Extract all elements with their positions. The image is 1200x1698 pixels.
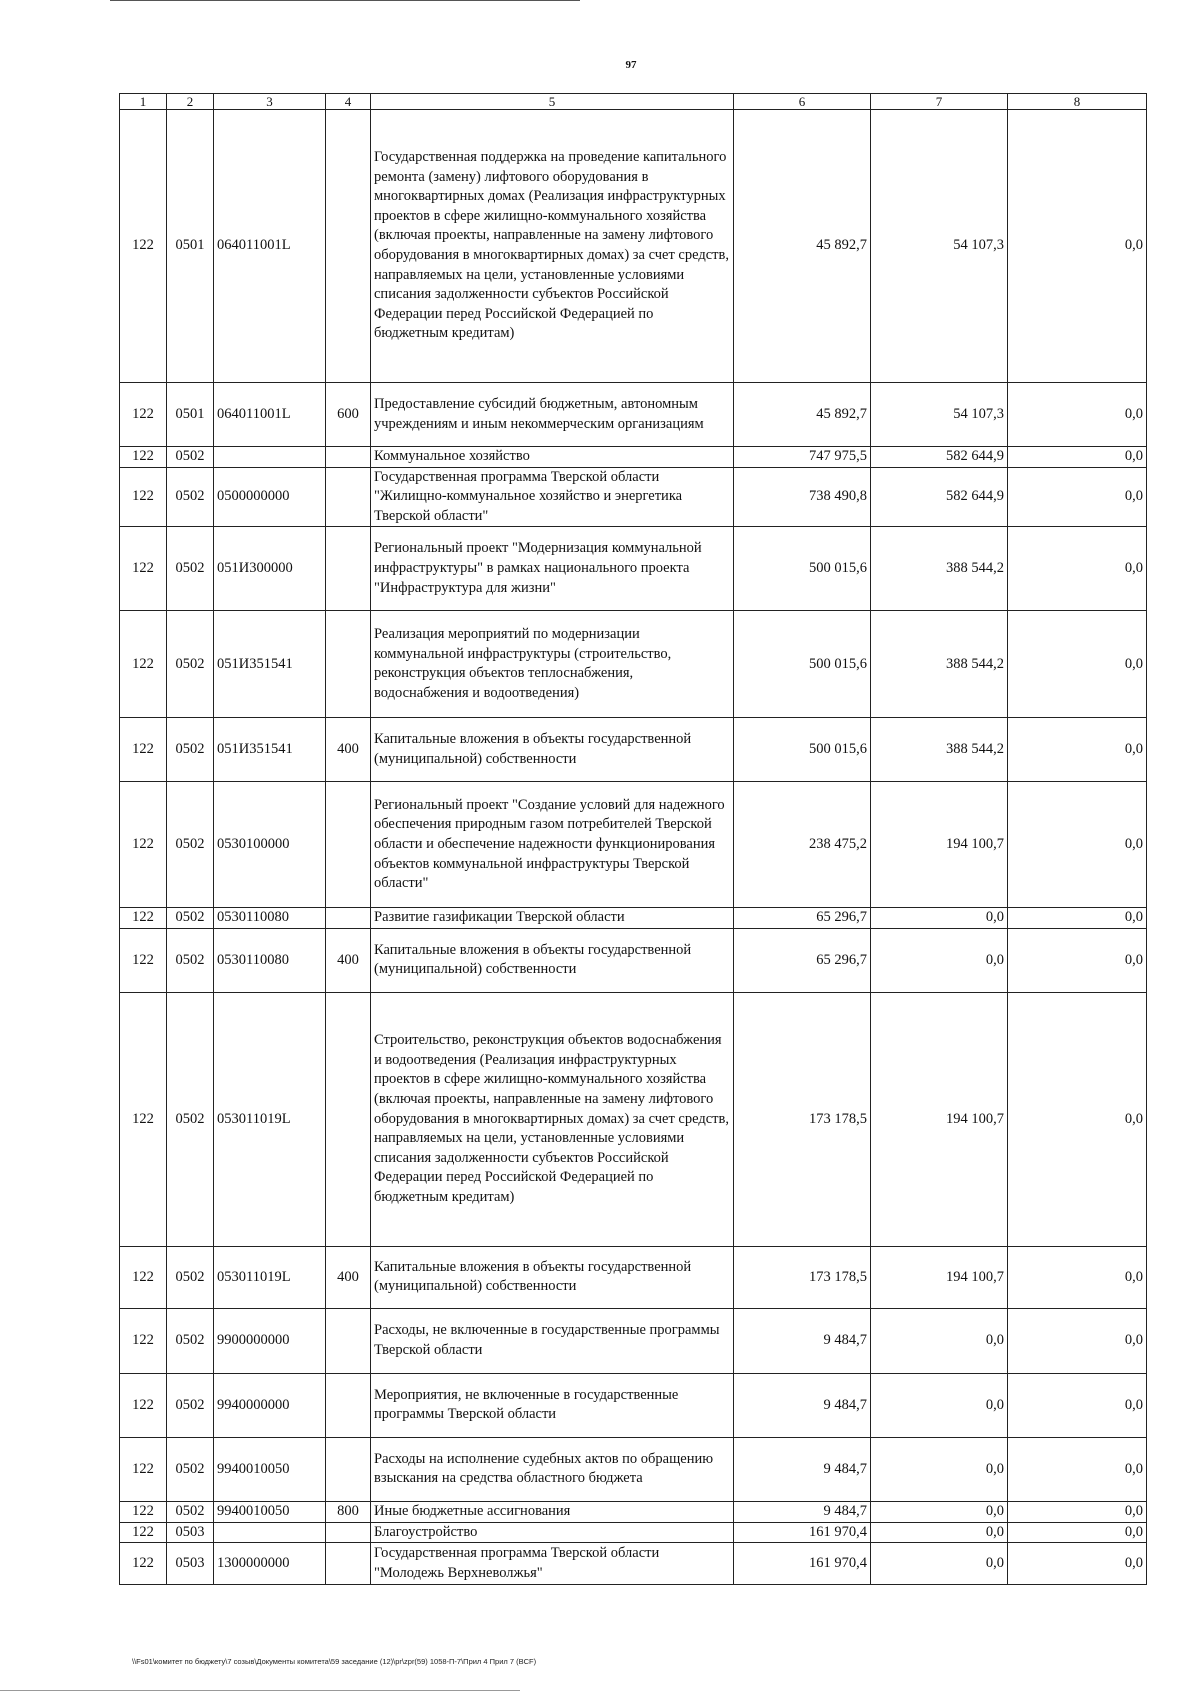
cell-description: Государственная программа Тверской области "Жилищно-коммунальное хозяйство и энергетика Тверской области"	[371, 467, 734, 527]
cell-expense-type: 400	[326, 928, 371, 992]
cell-expense-type	[326, 1437, 371, 1501]
cell-description: Коммунальное хозяйство	[371, 447, 734, 468]
cell-expense-type	[326, 908, 371, 929]
cell-amount-col8: 0,0	[1008, 110, 1147, 383]
cell-target-article: 053011019L	[214, 992, 326, 1246]
cell-amount-col8: 0,0	[1008, 1501, 1147, 1522]
table-row	[120, 908, 1147, 929]
cell-admin-code: 122	[120, 467, 167, 527]
table-row	[120, 1308, 1147, 1373]
cell-target-article: 0530100000	[214, 782, 326, 908]
table-row	[120, 928, 1147, 992]
cell-target-article: 064011001L	[214, 383, 326, 447]
cell-admin-code: 122	[120, 1543, 167, 1585]
column-header: 7	[871, 94, 1008, 110]
table-row	[120, 1437, 1147, 1501]
cell-expense-type	[326, 782, 371, 908]
cell-admin-code: 122	[120, 1522, 167, 1543]
cell-amount-col7: 0,0	[871, 928, 1008, 992]
cell-admin-code: 122	[120, 1373, 167, 1437]
cell-amount-col7: 0,0	[871, 908, 1008, 929]
cell-amount-col6: 9 484,7	[734, 1308, 871, 1373]
cell-admin-code: 122	[120, 718, 167, 782]
cell-admin-code: 122	[120, 1246, 167, 1308]
column-header: 2	[167, 94, 214, 110]
cell-target-article: 9940010050	[214, 1437, 326, 1501]
cell-amount-col6: 45 892,7	[734, 383, 871, 447]
cell-amount-col6: 9 484,7	[734, 1501, 871, 1522]
table-row	[120, 1501, 1147, 1522]
cell-target-article: 0530110080	[214, 908, 326, 929]
cell-expense-type	[326, 1522, 371, 1543]
cell-expense-type: 800	[326, 1501, 371, 1522]
cell-amount-col8: 0,0	[1008, 383, 1147, 447]
cell-section-code: 0502	[167, 782, 214, 908]
cell-description: Региональный проект "Создание условий для надежного обеспечения природным газом потребителей Тверской области и обеспечение надежности функционирования объектов коммунальной инфраструктуры Тверской области"	[371, 782, 734, 908]
table-body	[120, 110, 1147, 1585]
cell-admin-code: 122	[120, 527, 167, 611]
cell-expense-type: 400	[326, 1246, 371, 1308]
cell-amount-col7: 582 644,9	[871, 467, 1008, 527]
cell-admin-code: 122	[120, 1501, 167, 1522]
cell-amount-col6: 173 178,5	[734, 1246, 871, 1308]
cell-section-code: 0503	[167, 1522, 214, 1543]
cell-amount-col6: 500 015,6	[734, 718, 871, 782]
cell-admin-code: 122	[120, 908, 167, 929]
top-rule	[110, 0, 580, 1]
cell-section-code: 0502	[167, 718, 214, 782]
cell-amount-col8: 0,0	[1008, 782, 1147, 908]
cell-amount-col8: 0,0	[1008, 1246, 1147, 1308]
table-row	[120, 718, 1147, 782]
cell-target-article	[214, 447, 326, 468]
footer-file-path: \\Fs01\комитет по бюджету\7 созыв\Документы комитета\59 заседание (12)\pr\zpr(59) 1058-П-7\Прил 4 Прил 7 (BCF)	[132, 1657, 537, 1666]
column-header: 1	[120, 94, 167, 110]
cell-target-article: 9940010050	[214, 1501, 326, 1522]
cell-description: Расходы, не включенные в государственные программы Тверской области	[371, 1308, 734, 1373]
cell-description: Капитальные вложения в объекты государственной (муниципальной) собственности	[371, 1246, 734, 1308]
column-header: 4	[326, 94, 371, 110]
cell-amount-col6: 9 484,7	[734, 1437, 871, 1501]
table-row	[120, 1373, 1147, 1437]
cell-amount-col7: 54 107,3	[871, 110, 1008, 383]
cell-amount-col6: 747 975,5	[734, 447, 871, 468]
cell-amount-col6: 161 970,4	[734, 1543, 871, 1585]
cell-expense-type	[326, 992, 371, 1246]
cell-admin-code: 122	[120, 383, 167, 447]
cell-section-code: 0502	[167, 1501, 214, 1522]
cell-description: Капитальные вложения в объекты государственной (муниципальной) собственности	[371, 718, 734, 782]
table-row	[120, 782, 1147, 908]
cell-amount-col6: 500 015,6	[734, 527, 871, 611]
cell-target-article	[214, 1522, 326, 1543]
cell-amount-col6: 173 178,5	[734, 992, 871, 1246]
column-header: 6	[734, 94, 871, 110]
cell-section-code: 0502	[167, 1373, 214, 1437]
cell-expense-type	[326, 447, 371, 468]
cell-target-article: 0500000000	[214, 467, 326, 527]
cell-section-code: 0502	[167, 467, 214, 527]
cell-amount-col6: 65 296,7	[734, 928, 871, 992]
table-row	[120, 383, 1147, 447]
cell-admin-code: 122	[120, 928, 167, 992]
cell-amount-col8: 0,0	[1008, 447, 1147, 468]
cell-amount-col7: 0,0	[871, 1437, 1008, 1501]
cell-expense-type: 600	[326, 383, 371, 447]
cell-amount-col6: 65 296,7	[734, 908, 871, 929]
cell-target-article: 051И351541	[214, 611, 326, 718]
column-header: 3	[214, 94, 326, 110]
table-row	[120, 527, 1147, 611]
bottom-rule	[0, 1690, 520, 1691]
table-row	[120, 992, 1147, 1246]
cell-section-code: 0501	[167, 383, 214, 447]
cell-description: Иные бюджетные ассигнования	[371, 1501, 734, 1522]
cell-description: Благоустройство	[371, 1522, 734, 1543]
cell-section-code: 0502	[167, 447, 214, 468]
cell-amount-col7: 0,0	[871, 1373, 1008, 1437]
cell-amount-col8: 0,0	[1008, 908, 1147, 929]
cell-amount-col8: 0,0	[1008, 1308, 1147, 1373]
cell-section-code: 0502	[167, 1308, 214, 1373]
cell-target-article: 051И351541	[214, 718, 326, 782]
budget-table	[119, 93, 1147, 1585]
cell-section-code: 0502	[167, 527, 214, 611]
cell-description: Государственная поддержка на проведение капитального ремонта (замену) лифтового оборудования в многоквартирных домах (Реализация инфраструктурных проектов в сфере жилищно-коммунального хозяйства (включая проекты, направленные на замену лифтового оборудования в многоквартирных домах) за счет средств, направляемых на цели, установленные условиями списания задолженности субъектов Российской Федерации перед Российской Федерацией по бюджетным кредитам)	[371, 110, 734, 383]
cell-target-article: 0530110080	[214, 928, 326, 992]
cell-amount-col8: 0,0	[1008, 1522, 1147, 1543]
cell-amount-col7: 0,0	[871, 1543, 1008, 1585]
cell-admin-code: 122	[120, 447, 167, 468]
cell-amount-col6: 738 490,8	[734, 467, 871, 527]
column-header: 5	[371, 94, 734, 110]
cell-section-code: 0502	[167, 992, 214, 1246]
cell-target-article: 064011001L	[214, 110, 326, 383]
cell-target-article: 1300000000	[214, 1543, 326, 1585]
cell-amount-col7: 0,0	[871, 1501, 1008, 1522]
cell-description: Мероприятия, не включенные в государственные программы Тверской области	[371, 1373, 734, 1437]
table-row	[120, 1522, 1147, 1543]
cell-target-article: 051И300000	[214, 527, 326, 611]
cell-section-code: 0503	[167, 1543, 214, 1585]
cell-amount-col8: 0,0	[1008, 928, 1147, 992]
cell-admin-code: 122	[120, 992, 167, 1246]
cell-amount-col6: 45 892,7	[734, 110, 871, 383]
cell-expense-type: 400	[326, 718, 371, 782]
cell-amount-col7: 54 107,3	[871, 383, 1008, 447]
cell-target-article: 9940000000	[214, 1373, 326, 1437]
cell-admin-code: 122	[120, 1437, 167, 1501]
cell-description: Государственная программа Тверской области "Молодежь Верхневолжья"	[371, 1543, 734, 1585]
cell-amount-col6: 238 475,2	[734, 782, 871, 908]
cell-description: Капитальные вложения в объекты государственной (муниципальной) собственности	[371, 928, 734, 992]
cell-description: Развитие газификации Тверской области	[371, 908, 734, 929]
cell-target-article: 9900000000	[214, 1308, 326, 1373]
cell-amount-col8: 0,0	[1008, 1373, 1147, 1437]
cell-amount-col8: 0,0	[1008, 1437, 1147, 1501]
cell-amount-col7: 194 100,7	[871, 992, 1008, 1246]
cell-amount-col8: 0,0	[1008, 718, 1147, 782]
cell-amount-col7: 194 100,7	[871, 1246, 1008, 1308]
cell-description: Строительство, реконструкция объектов водоснабжения и водоотведения (Реализация инфраструктурных проектов в сфере жилищно-коммунального хозяйства (включая проекты, направленные на замену лифтового оборудования в многоквартирных домах) за счет средств, направляемых на цели, установленные условиями списания задолженности субъектов Российской Федерации перед Российской Федерацией по бюджетным кредитам)	[371, 992, 734, 1246]
cell-expense-type	[326, 527, 371, 611]
header-row	[120, 94, 1147, 110]
cell-expense-type	[326, 1373, 371, 1437]
cell-section-code: 0502	[167, 928, 214, 992]
cell-amount-col7: 388 544,2	[871, 718, 1008, 782]
cell-amount-col6: 500 015,6	[734, 611, 871, 718]
cell-amount-col7: 194 100,7	[871, 782, 1008, 908]
cell-section-code: 0502	[167, 908, 214, 929]
cell-amount-col8: 0,0	[1008, 1543, 1147, 1585]
cell-amount-col8: 0,0	[1008, 467, 1147, 527]
cell-amount-col6: 161 970,4	[734, 1522, 871, 1543]
cell-target-article: 053011019L	[214, 1246, 326, 1308]
table-row	[120, 611, 1147, 718]
cell-section-code: 0501	[167, 110, 214, 383]
cell-expense-type	[326, 1308, 371, 1373]
cell-expense-type	[326, 611, 371, 718]
cell-amount-col7: 388 544,2	[871, 611, 1008, 718]
cell-section-code: 0502	[167, 1437, 214, 1501]
cell-admin-code: 122	[120, 1308, 167, 1373]
cell-amount-col8: 0,0	[1008, 527, 1147, 611]
cell-description: Региональный проект "Модернизация коммунальной инфраструктуры" в рамках национального проекта "Инфраструктура для жизни"	[371, 527, 734, 611]
cell-expense-type	[326, 467, 371, 527]
cell-admin-code: 122	[120, 782, 167, 908]
column-header: 8	[1008, 94, 1147, 110]
cell-expense-type	[326, 110, 371, 383]
cell-amount-col7: 582 644,9	[871, 447, 1008, 468]
cell-section-code: 0502	[167, 611, 214, 718]
cell-admin-code: 122	[120, 110, 167, 383]
cell-section-code: 0502	[167, 1246, 214, 1308]
table-row	[120, 467, 1147, 527]
cell-amount-col7: 0,0	[871, 1522, 1008, 1543]
cell-amount-col7: 388 544,2	[871, 527, 1008, 611]
cell-amount-col8: 0,0	[1008, 992, 1147, 1246]
page-number: 97	[625, 59, 637, 71]
cell-description: Реализация мероприятий по модернизации коммунальной инфраструктуры (строительство, реконструкция объектов теплоснабжения, водоснабжения и водоотведения)	[371, 611, 734, 718]
table-row	[120, 1246, 1147, 1308]
cell-description: Предоставление субсидий бюджетным, автономным учреждениям и иным некоммерческим организациям	[371, 383, 734, 447]
table-row	[120, 1543, 1147, 1585]
cell-description: Расходы на исполнение судебных актов по обращению взыскания на средства областного бюджета	[371, 1437, 734, 1501]
cell-amount-col8: 0,0	[1008, 611, 1147, 718]
table-row	[120, 110, 1147, 383]
table-row	[120, 447, 1147, 468]
cell-admin-code: 122	[120, 611, 167, 718]
cell-amount-col7: 0,0	[871, 1308, 1008, 1373]
cell-expense-type	[326, 1543, 371, 1585]
cell-amount-col6: 9 484,7	[734, 1373, 871, 1437]
